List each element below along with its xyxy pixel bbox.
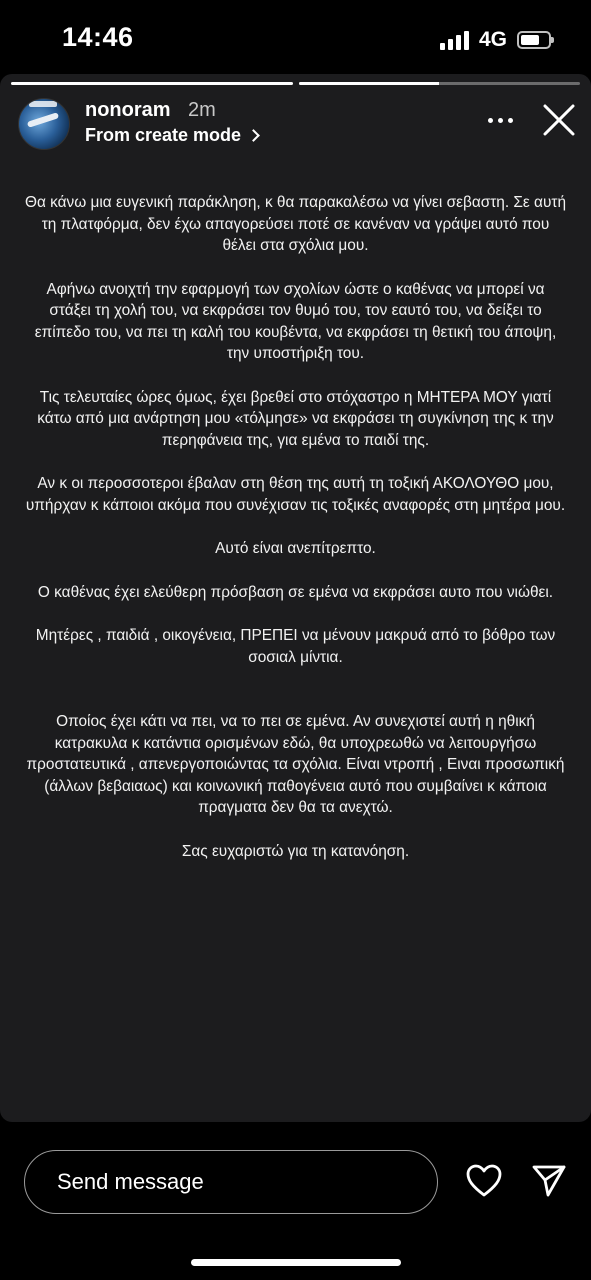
status-time: 14:46 xyxy=(62,22,134,52)
story-paragraph: Αυτό είναι ανεπίτρεπτο. xyxy=(215,540,376,557)
story-progress-segment xyxy=(299,82,581,85)
story-paragraph: Ο καθένας έχει ελεύθερη πρόσβαση σε εμένα να εκφράσει αυτο που νιώθει. xyxy=(37,583,554,601)
story-timestamp: 2m xyxy=(188,99,216,121)
send-message-input[interactable] xyxy=(24,1150,438,1214)
story-header xyxy=(18,98,577,150)
story-progress xyxy=(11,82,580,85)
avatar[interactable] xyxy=(18,98,70,150)
story-paragraph: Μητέρες , παιδιά , οικογένεια, ΠΡΕΠΕΙ να μένουν μακρυά από το βόθρο των σοσιαλ μίντια. xyxy=(35,627,556,666)
more-options-icon[interactable] xyxy=(488,118,513,123)
battery-icon xyxy=(517,31,551,49)
story-paragraph: Αφήνω ανοιχτή την εφαρμογή των σχολίων ώστε ο καθένας να μπορεί να στάξει τη χολή του, να εκφράσει τον θυμό του, τον εαυτό του, να δείξει το επίπεδο του, να πει τη καλή του κουβέντα, να εκφράσει τη θετική του άποψη, την υποστήριξη του. xyxy=(34,280,557,362)
chevron-right-icon xyxy=(247,129,260,142)
signal-icon xyxy=(440,30,469,50)
home-indicator[interactable] xyxy=(191,1259,401,1266)
create-mode-link[interactable] xyxy=(85,125,258,146)
story-paragraph: Θα κάνω μια ευγενική παράκληση, κ θα παρακαλέσω να γίνει σεβαστη. Σε αυτή τη πλατφόρμα, δεν έχω απαγορεύσει ποτέ σε κανέναν να γράψει αυτό που θέλει στα σχόλια μου. xyxy=(24,194,567,254)
story-paragraph: Οποίος έχει κάτι να πει, να το πει σε εμένα. Αν συνεχιστεί αυτή η ηθική κατρακυλα κ κατάντια ορισμένων εδώ, θα υποχρεωθώ να λειτουργήσω προστατευτικά , απενεργοποιώντας τα σχόλια. Είναι ντροπή , Ειναι προσωπική (άλλων βεβαιαως) και κοινωνική παθογένεια αυτό που συμβαίνει κ κάποια πραγματα δεν θα τα ανεχτώ. xyxy=(26,713,565,816)
send-message-placeholder: Send message xyxy=(57,1169,204,1194)
status-bar xyxy=(0,0,591,78)
send-icon[interactable] xyxy=(531,1163,567,1199)
username[interactable]: nonoram xyxy=(85,99,171,121)
close-icon[interactable] xyxy=(541,102,577,138)
story-card[interactable] xyxy=(0,74,591,1122)
create-mode-label: From create mode xyxy=(85,125,242,145)
story-progress-segment xyxy=(11,82,293,85)
story-paragraph: Σας ευχαριστώ για τη κατανόηση. xyxy=(181,842,410,860)
story-paragraph: Αν κ οι περοσσοτεροι έβαλαν στη θέση της αυτή τη τοξική ΑΚΟΛΟΥΘΟ μου, υπήρχαν κ κάποιοι ακόμα που συνέχισαν τις τοξικές αναφορές στη μητέρα μου. xyxy=(25,475,566,514)
network-label: 4G xyxy=(478,28,507,51)
heart-icon[interactable] xyxy=(466,1164,502,1198)
story-text xyxy=(24,192,567,884)
status-icons xyxy=(440,28,551,52)
story-paragraph: Τις τελευταίες ώρες όμως, έχει βρεθεί στο στόχαστρο η ΜΗΤΕΡΑ ΜΟΥ γιατί κάτω από μια ανάρτηση μου «τόλμησε» να εκφράσει τη συγκίνηση της κ την περηφάνεια της, για εμένα το παιδί της. xyxy=(37,388,554,449)
